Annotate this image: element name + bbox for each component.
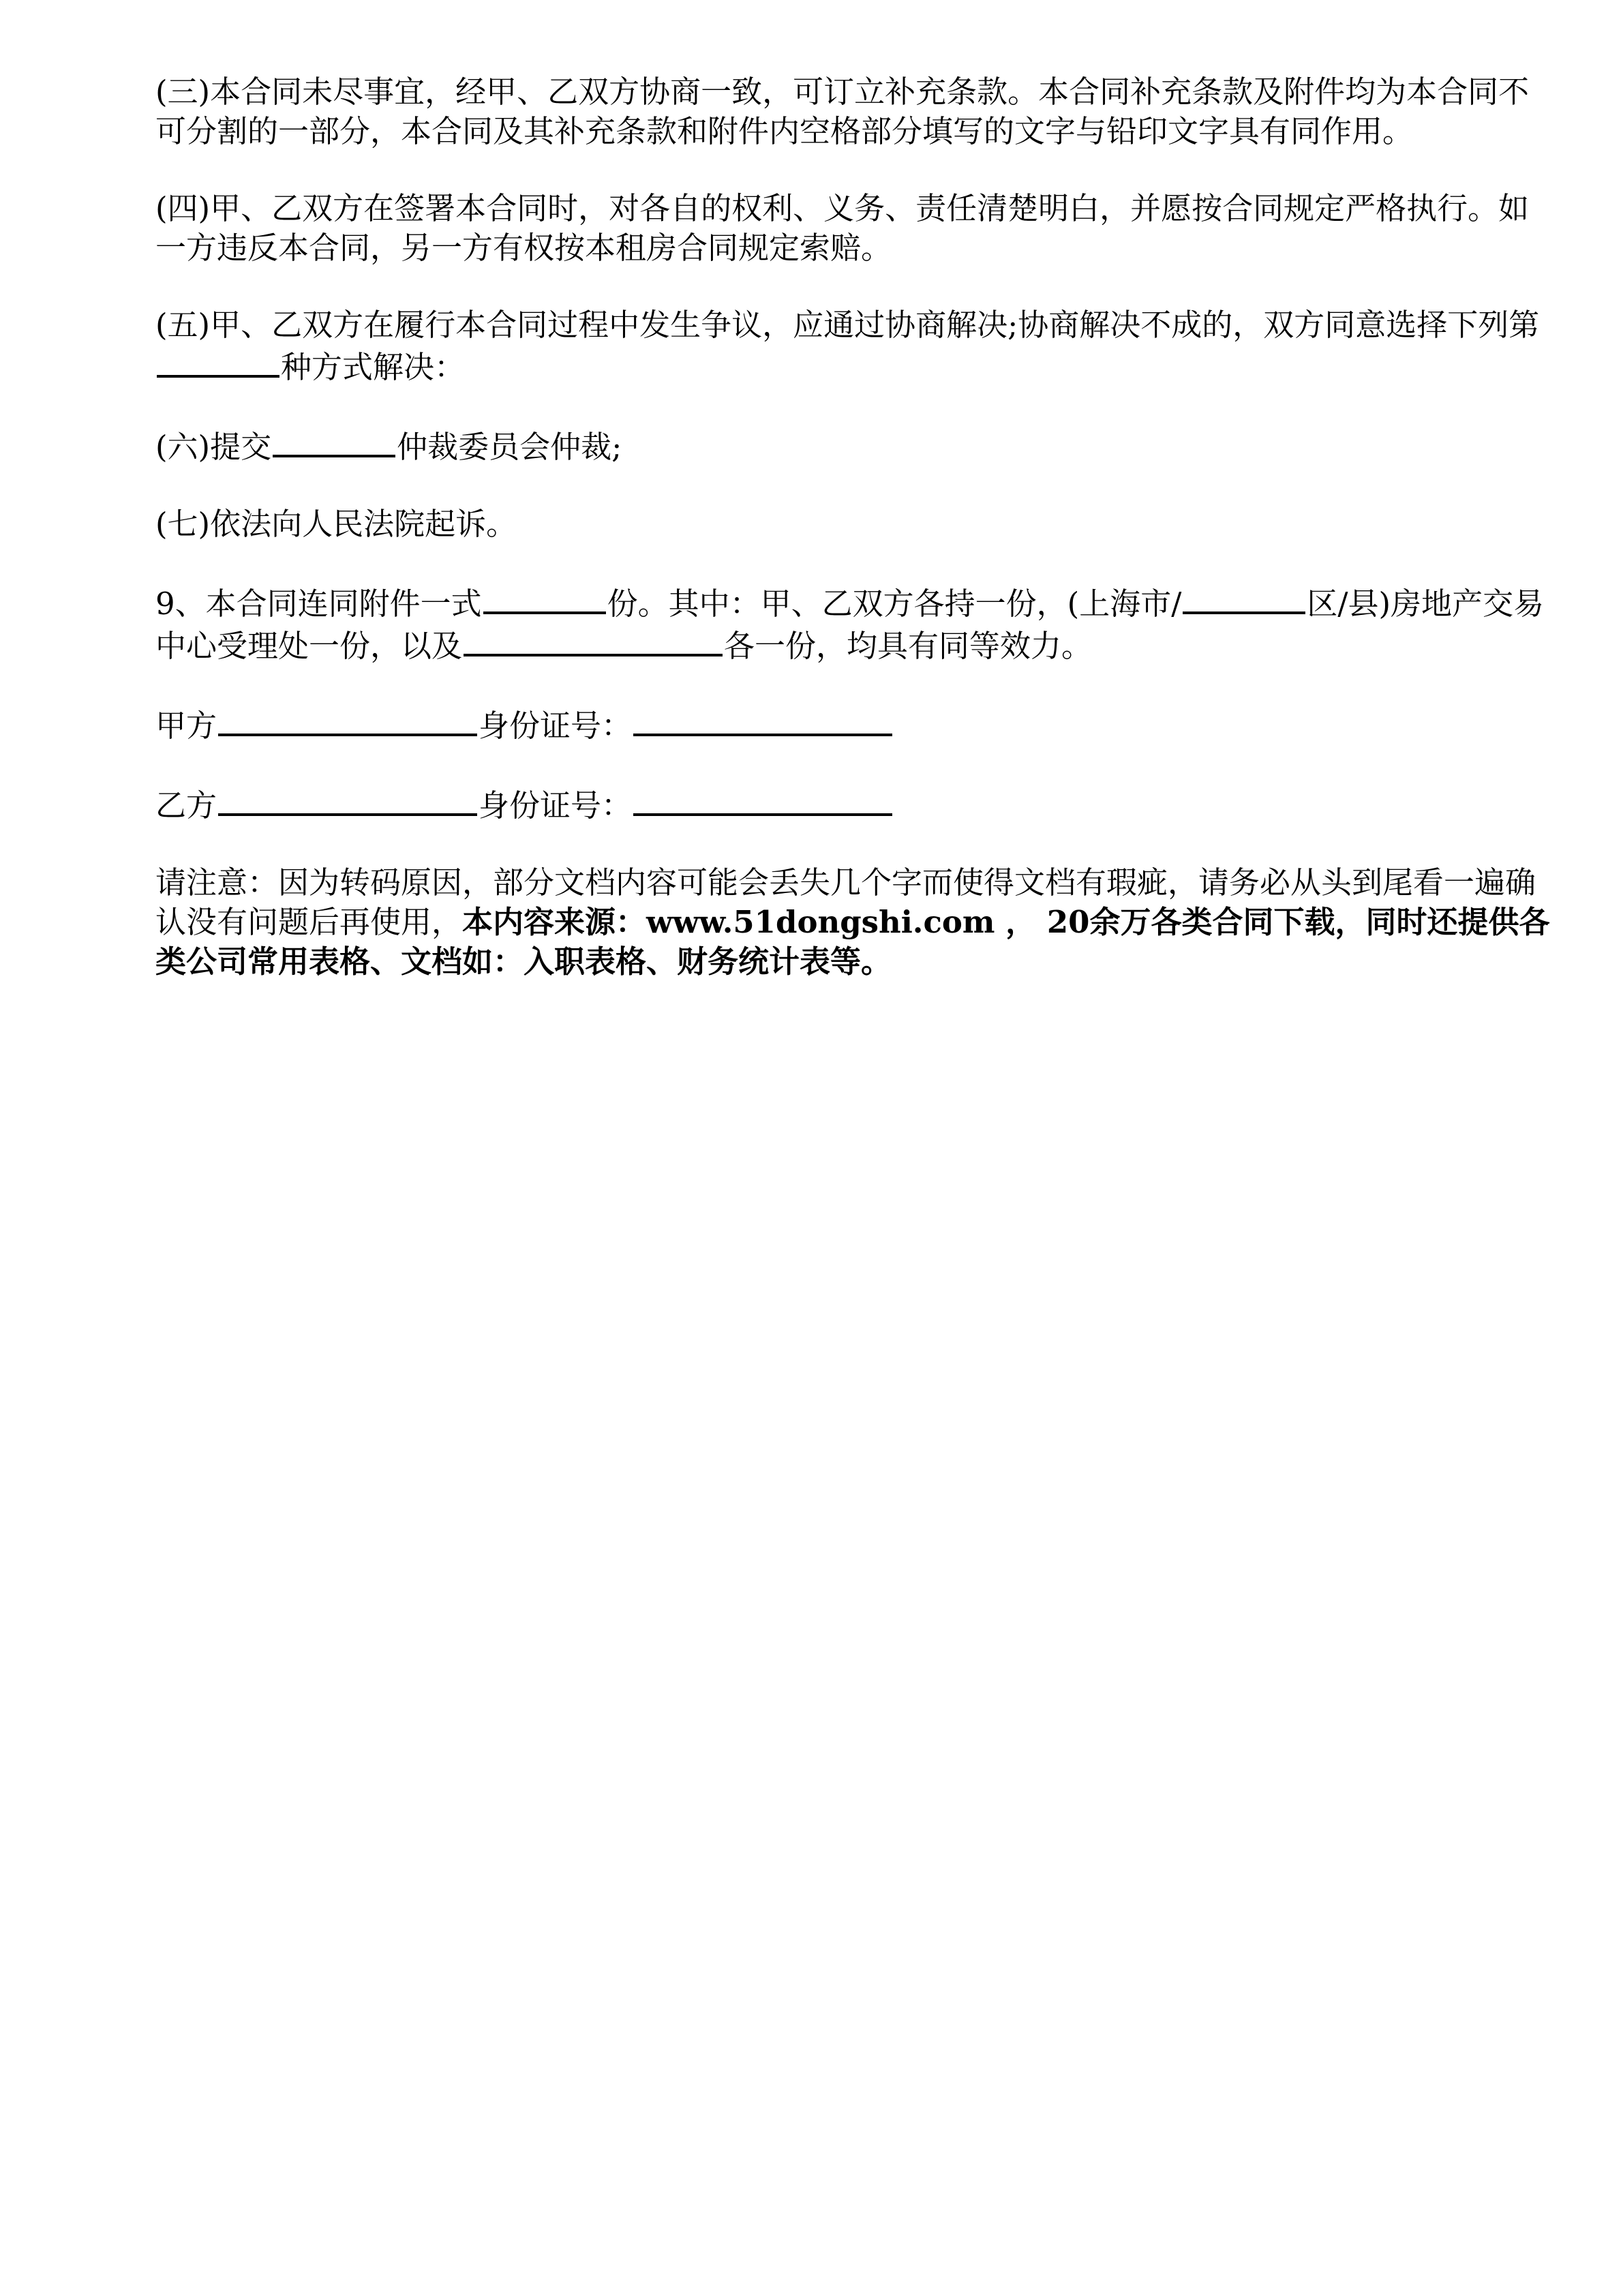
party-b-id-label: 身份证号：	[479, 787, 633, 824]
clause-4	[155, 189, 1553, 268]
signature-party-a	[155, 704, 1553, 746]
party-a-id-label: 身份证号：	[479, 708, 633, 744]
clause-9-text-c: 区/县)房地产交易中心受理处一份，以及	[155, 586, 1545, 664]
notice-source-text: 本内容来源：www.51dongshi.com ， 20余万各类合同下载，同时还提供各类公司常用表格、文档如：入职表格、财务统计表等。	[155, 904, 1550, 980]
clause-6-text-a: (六)提交	[155, 429, 272, 465]
clause-5-text-a: (五)甲、乙双方在履行本合同过程中发生争议，应通过协商解决;协商解决不成的，双方同意选择下列第	[155, 307, 1540, 343]
clause-7-text: (七)依法向人民法院起诉。	[155, 506, 517, 542]
clause-9-text-d: 各一份，均具有同等效力。	[724, 628, 1093, 664]
blank-arbitration-committee	[273, 425, 395, 457]
blank-other-party	[464, 624, 723, 656]
clause-9	[155, 581, 1553, 666]
clause-9-text-a: 9、本合同连同附件一式	[155, 586, 482, 622]
blank-party-b-name	[218, 783, 477, 816]
blank-district	[1183, 581, 1305, 614]
clause-6	[155, 425, 1553, 467]
document-body	[155, 72, 1553, 1019]
signature-party-b	[155, 783, 1553, 826]
clause-4-text: (四)甲、乙双方在签署本合同时，对各自的权利、义务、责任清楚明白，并愿按合同规定严格执行。如一方违反本合同，另一方有权按本租房合同规定索赔。	[155, 190, 1530, 266]
blank-method-number	[157, 345, 279, 378]
party-a-label: 甲方	[155, 708, 217, 744]
clause-5	[155, 305, 1553, 387]
notice-text: 请注意：因为转码原因，部分文档内容可能会丢失几个字而使得文档有瑕疵，请务必从头到尾看一遍确认没有问题后再使用，	[155, 864, 1536, 940]
clause-5-text-b: 种方式解决：	[281, 349, 466, 385]
clause-6-text-b: 仲裁委员会仲裁;	[397, 429, 622, 465]
blank-party-a-name	[218, 704, 477, 736]
blank-party-b-id	[633, 783, 892, 816]
clause-9-text-b: 份。其中：甲、乙双方各持一份，(上海市/	[607, 586, 1182, 622]
notice	[155, 863, 1553, 982]
blank-party-a-id	[633, 704, 892, 736]
blank-copies-count	[483, 581, 606, 614]
party-b-label: 乙方	[155, 787, 217, 824]
clause-3-text: (三)本合同未尽事宜，经甲、乙双方协商一致，可订立补充条款。本合同补充条款及附件均为本合同不可分割的一部分，本合同及其补充条款和附件内空格部分填写的文字与铅印文字具有同作用。	[155, 74, 1530, 149]
clause-7	[155, 504, 1553, 544]
clause-3	[155, 72, 1553, 151]
